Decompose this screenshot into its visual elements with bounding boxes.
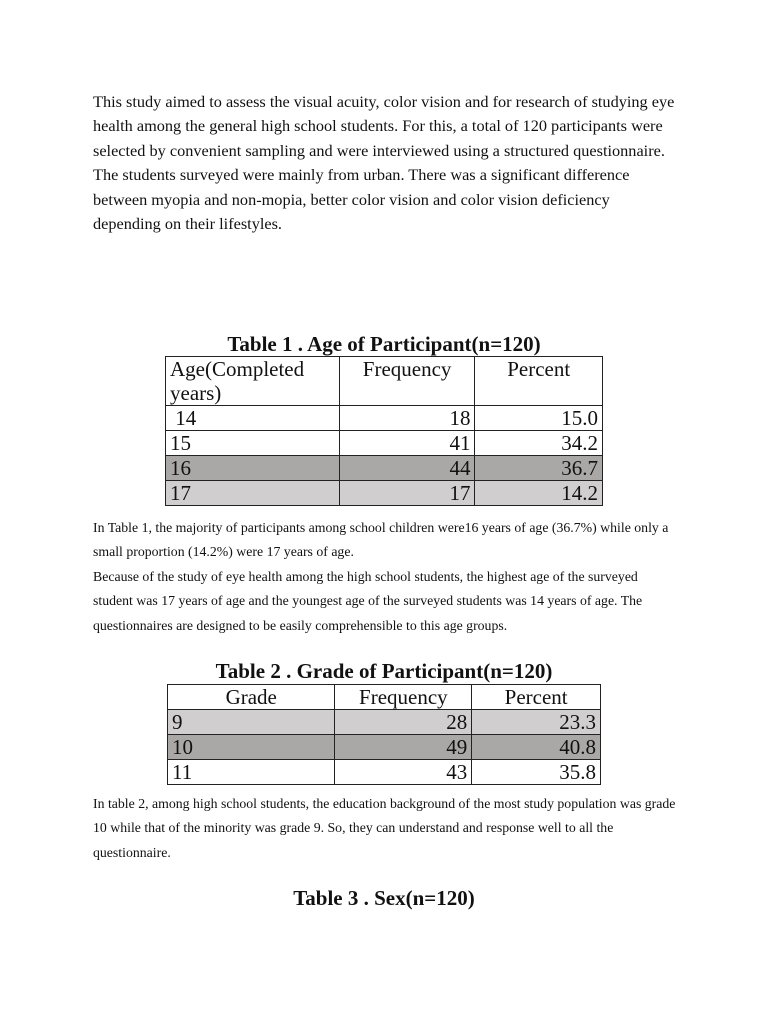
percent-cell: 15.0 (475, 406, 603, 431)
percent-cell: 14.2 (475, 481, 603, 506)
grade-cell: 11 (168, 760, 335, 785)
grade-cell: 9 (168, 710, 335, 735)
frequency-cell: 17 (339, 481, 475, 506)
table-header-row (168, 685, 601, 710)
percent-cell: 23.3 (472, 710, 601, 735)
frequency-column-header: Frequency (339, 357, 475, 406)
table-header-row (166, 357, 603, 406)
frequency-column-header: Frequency (335, 685, 472, 710)
table2-caption: Table 2 . Grade of Participant(n=120) (215, 659, 553, 683)
grade-column-header: Grade (168, 685, 335, 710)
grade-cell: 10 (168, 735, 335, 760)
age-table (165, 356, 603, 506)
frequency-cell: 43 (335, 760, 472, 785)
frequency-cell: 41 (339, 431, 475, 456)
discussion-paragraph: In Table 1, the majority of participants among school children were16 years of age (36.7%) while only a small proportion (14.2%) were 17 years of age. (93, 520, 669, 560)
percent-cell: 35.8 (472, 760, 601, 785)
table-row (166, 481, 603, 506)
table3-caption: Table 3 . Sex(n=120) (293, 886, 475, 910)
frequency-cell: 18 (339, 406, 475, 431)
table-row (166, 431, 603, 456)
frequency-cell: 49 (335, 735, 472, 760)
frequency-cell: 44 (339, 456, 475, 481)
age-cell: 16 (166, 456, 340, 481)
frequency-cell: 28 (335, 710, 472, 735)
table-row (168, 710, 601, 735)
age-column-header: Age(Completed years) (166, 357, 340, 406)
percent-column-header: Percent (472, 685, 601, 710)
table1-discussion (93, 516, 678, 638)
percent-cell: 40.8 (472, 735, 601, 760)
intro-paragraph-1: This study aimed to assess the visual acuity, color vision and for research of studying eye health among the general high school students. For this, a total of 120 participants were selected by convenient sampling and were interviewed using a structured questionnaire. (93, 92, 675, 160)
age-cell: 14 (166, 406, 340, 431)
table2-discussion (93, 792, 678, 865)
percent-cell: 36.7 (475, 456, 603, 481)
table-row (168, 735, 601, 760)
intro-paragraph-2: The students surveyed were mainly from urban. There was a significant difference between myopia and non-mopia, better color vision and color vision deficiency depending on their lifestyles. (93, 165, 630, 234)
intro-section (93, 90, 678, 236)
table-row (166, 406, 603, 431)
table-row (168, 760, 601, 785)
percent-column-header: Percent (475, 357, 603, 406)
discussion-paragraph: Because of the study of eye health among the high school students, the highest age of the surveyed student was 17 years of age and the youngest age of the surveyed students was 14 years of age. The questionnaires are designed to be easily comprehensible to this age groups. (93, 568, 643, 633)
percent-cell: 34.2 (475, 431, 603, 456)
table-row (166, 456, 603, 481)
age-cell: 15 (166, 431, 340, 456)
discussion-paragraph: In table 2, among high school students, the education background of the most study population was grade 10 while that of the minority was grade 9. So, they can understand and response well to all the questionnaire. (93, 796, 676, 860)
age-cell: 17 (166, 481, 340, 506)
table1-caption: Table 1 . Age of Participant(n=120) (227, 332, 541, 356)
grade-table (167, 684, 601, 785)
